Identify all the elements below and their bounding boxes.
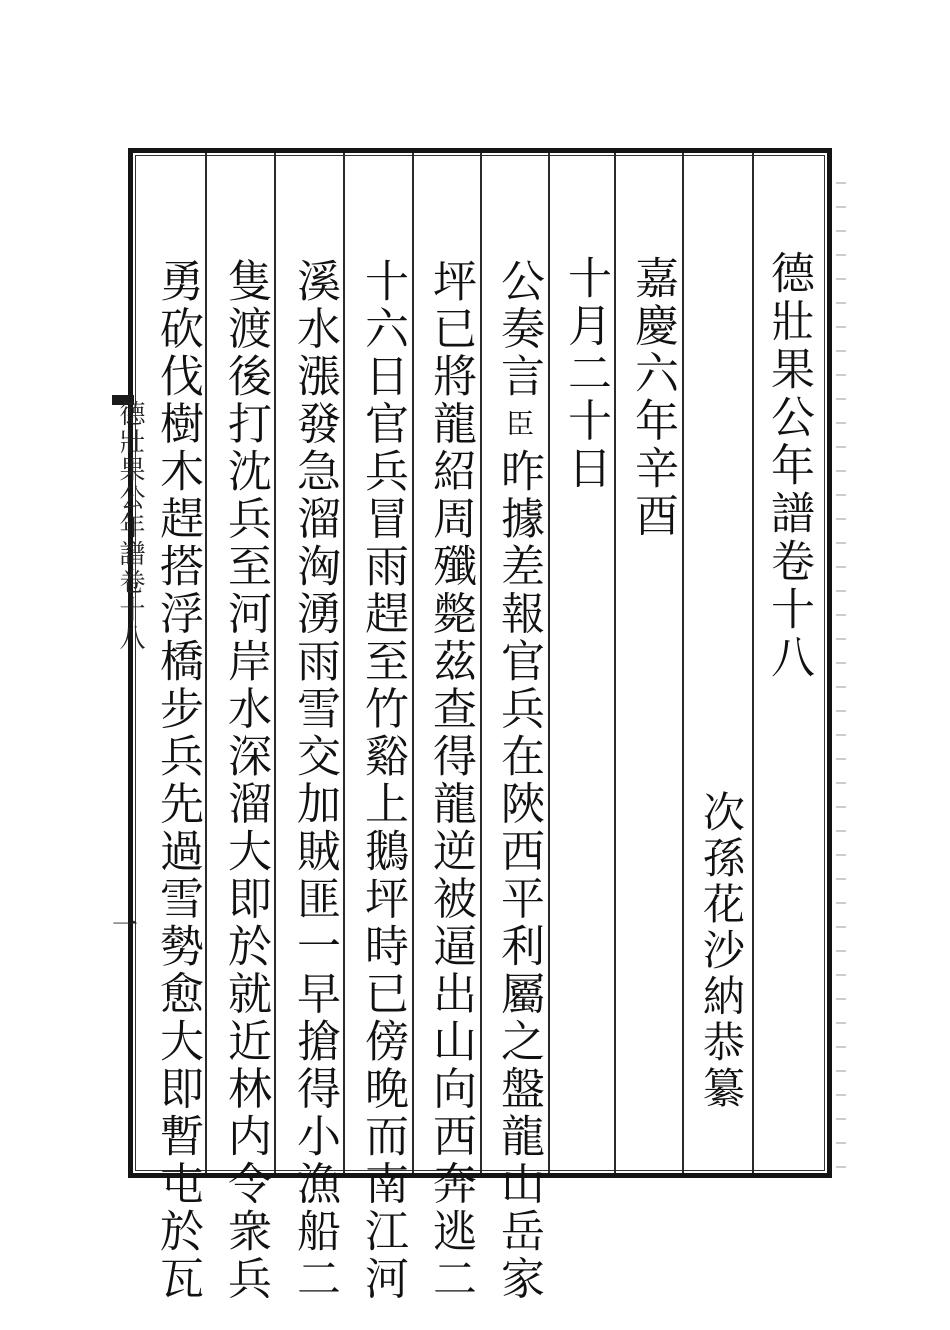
body-line: 隻渡後打沈兵至河岸水深溜大即於就近林内令衆兵 <box>220 258 271 1303</box>
column-rule <box>205 153 207 1173</box>
column-rule <box>682 153 684 1173</box>
book-title: 德壯果公年譜卷十八 <box>763 250 814 682</box>
compiler-credit: 次孫花沙納恭纂 <box>697 790 746 1112</box>
body-line-prefix: 公奏言 <box>493 258 544 401</box>
year-heading: 嘉慶六年辛酉 <box>627 255 678 540</box>
body-line: 十六日官兵冒雨趕至竹谿上鵝坪時已傍晚而南江河 <box>357 258 408 1303</box>
column-rule <box>614 153 616 1173</box>
column-rule <box>412 153 414 1173</box>
body-line: 溪水漲發急溜洶湧雨雪交加賊匪一早搶得小漁船二 <box>289 258 340 1303</box>
date-heading: 十月二十日 <box>560 255 611 493</box>
fold-margin-page-number: 一 <box>112 911 139 941</box>
body-line-text: 昨據差報官兵在陜西平利屬之盤龍山岳家 <box>493 448 544 1303</box>
page-edge-texture <box>836 160 846 1170</box>
honorific-small-char: 臣 <box>502 408 535 440</box>
column-rule <box>343 153 345 1173</box>
body-line <box>493 258 544 1303</box>
column-rule <box>548 153 550 1173</box>
column-rule <box>752 153 754 1173</box>
body-line: 勇砍伐樹木趕搭浮橋步兵先過雪勢愈大即暫屯於瓦 <box>152 258 203 1303</box>
fold-margin-title: 德壯果公年譜卷十八 <box>115 400 145 652</box>
column-rule <box>274 153 276 1173</box>
body-line: 坪已將龍紹周殲斃茲查得龍逆被逼出山向西奔逃二 <box>425 258 476 1303</box>
column-rule <box>480 153 482 1173</box>
